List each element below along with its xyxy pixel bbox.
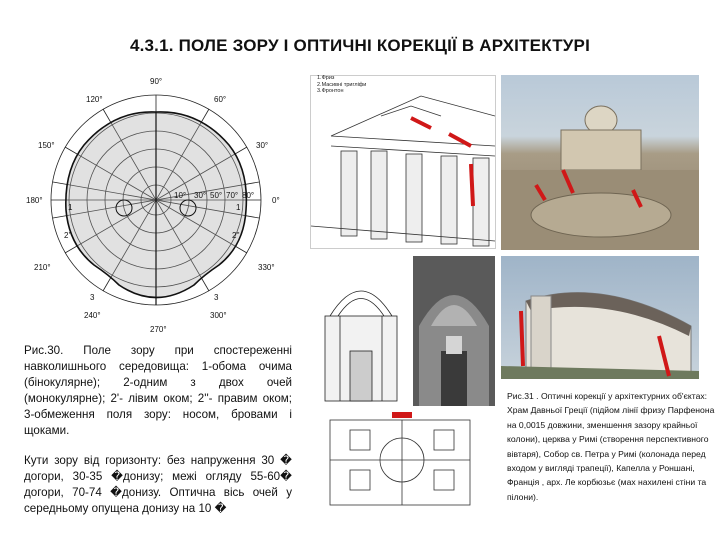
ring-label: 50° bbox=[210, 191, 223, 200]
legend-item: 3.Фронтон bbox=[317, 88, 344, 94]
region-label: 3 bbox=[214, 293, 219, 302]
angle-label: 90° bbox=[150, 77, 163, 86]
region-label: 2' bbox=[64, 231, 70, 240]
greek-temple-drawing bbox=[310, 75, 496, 249]
church-section-drawing bbox=[310, 256, 412, 406]
angle-label: 60° bbox=[214, 95, 227, 104]
ring-label: 30° bbox=[194, 191, 207, 200]
caption-paragraph: Рис.30. Поле зору при спостереженні навколишнього середовища: 1-обома очима (бінокулярне); 2-одним з двох очей (монокулярне); 2'- лівим оком; 2''- правим оком; 3-обмеження поля зору: носом, бровами і щоками. bbox=[24, 344, 292, 437]
ring-label: 80° bbox=[242, 191, 255, 200]
angle-label: 270° bbox=[150, 325, 167, 334]
angle-label: 330° bbox=[258, 263, 275, 272]
region-label: 1 bbox=[236, 203, 241, 212]
st-peters-photo bbox=[501, 75, 699, 250]
angle-label: 240° bbox=[84, 311, 101, 320]
legend-item: 1.Фриз bbox=[317, 75, 335, 81]
region-label: 2'' bbox=[232, 231, 240, 240]
region-label: 1 bbox=[68, 203, 73, 212]
church-interior-photo bbox=[413, 256, 495, 406]
ring-label: 10° bbox=[174, 191, 187, 200]
field-of-view-diagram bbox=[24, 70, 294, 340]
figure-31-caption: Рис.31 . Оптичні корекції у архітектурних об'єктах: Храм Давньої Греції (підйом лінії фризу Парфенона на 0,0015 довжини, зменшення зазору крайньої колони), церква у Римі (створення перспективного вівтаря), Собор св. Петра у Римі (колонада перед входом у вигляді трапеції), Капелла у Роншані, Франція , арх. Ле корбюзьє (мах нахилені стіни та пілони). bbox=[507, 391, 715, 502]
angle-label: 30° bbox=[256, 141, 269, 150]
legend-item: 2.Масивні тригліфи bbox=[317, 81, 367, 88]
page-title: 4.3.1. ПОЛЕ ЗОРУ І ОПТИЧНІ КОРЕКЦІЇ В АРХІТЕКТУРІ bbox=[129, 36, 591, 55]
angle-label: 120° bbox=[86, 95, 103, 104]
caption-paragraph: Кути зору від горизонту: без напруження 30 � догори, 30-35 �донизу; межі огляду 55-60� догори, 70-74 �донизу. Оптична вісь очей у середньому опущена донизу на 10 � bbox=[24, 454, 292, 515]
angle-label: 180° bbox=[26, 196, 43, 205]
region-label: 3 bbox=[90, 293, 95, 302]
angle-label: 300° bbox=[210, 311, 227, 320]
angle-label: 150° bbox=[38, 141, 55, 150]
floor-plan-drawing bbox=[310, 410, 495, 515]
ring-label: 70° bbox=[226, 191, 239, 200]
ronchamp-chapel-photo bbox=[501, 256, 699, 379]
temple-legend bbox=[317, 75, 366, 95]
figure-30-caption bbox=[24, 343, 292, 531]
angle-label: 210° bbox=[34, 263, 51, 272]
angle-label: 0° bbox=[272, 196, 280, 205]
